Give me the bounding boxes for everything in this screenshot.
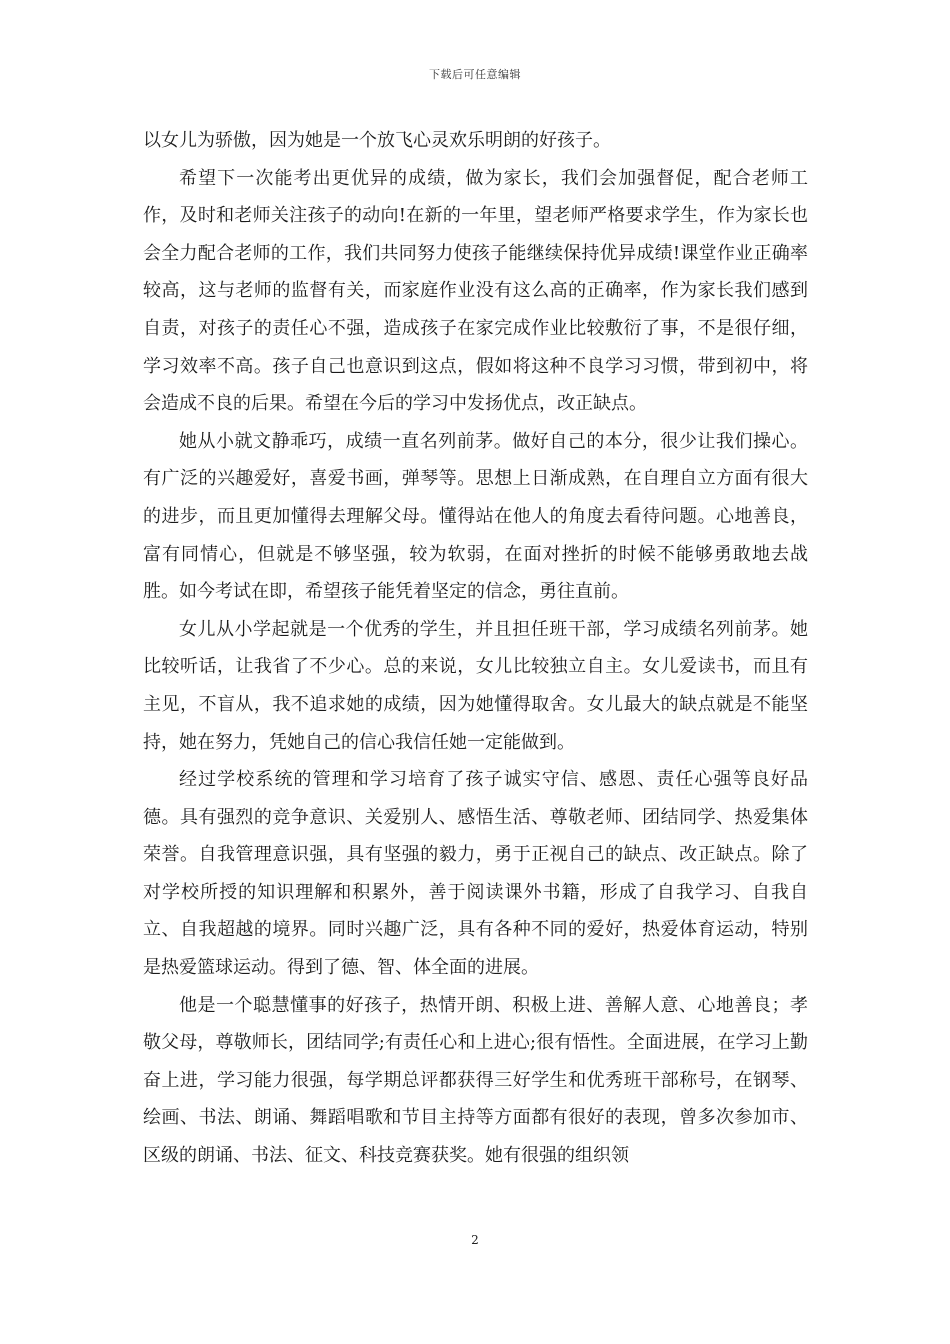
paragraph: 经过学校系统的管理和学习培育了孩子诚实守信、感恩、责任心强等良好品德。具有强烈的竞争意识、关爱别人、感悟生活、尊敬老师、团结同学、热爱集体荣誉。自我管理意识强，具有坚强的毅力，勇于正视自己的缺点、改正缺点。除了对学校所授的知识理解和积累外，善于阅读课外书籍，形成了自我学习、自我自立、自我超越的境界。同时兴趣广泛，具有各种不同的爱好，热爱体育运动，特别是热爱篮球运动。得到了德、智、体全面的进展。 [143, 769, 808, 979]
paragraph: 以女儿为骄傲，因为她是一个放飞心灵欢乐明朗的好孩子。 [143, 130, 611, 151]
page-header: 下载后可任意编辑 [429, 68, 521, 81]
paragraph: 希望下一次能考出更优异的成绩，做为家长，我们会加强督促，配合老师工作，及时和老师关注孩子的动向!在新的一年里，望老师严格要求学生，作为家长也会全力配合老师的工作，我们共同努力使孩子能继续保持优异成绩!课堂作业正确率较高，这与老师的监督有关，而家庭作业没有这么高的正确率，作为家长我们感到自责，对孩子的责任心不强，造成孩子在家完成作业比较敷衍了事，不是很仔细，学习效率不高。孩子自己也意识到这点，假如将这种不良学习习惯，带到初中，将会造成不良的后果。希望在今后的学习中发扬优点，改正缺点。 [143, 167, 808, 415]
paragraph: 她从小就文静乖巧，成绩一直名列前茅。做好自己的本分，很少让我们操心。有广泛的兴趣爱好，喜爱书画，弹琴等。思想上日渐成熟，在自理自立方面有很大的进步，而且更加懂得去理解父母。懂得站在他人的角度去看待问题。心地善良，富有同情心，但就是不够坚强，较为软弱，在面对挫折的时候不能够勇敢地去战胜。如今考试在即，希望孩子能凭着坚定的信念，勇往直前。 [143, 430, 808, 603]
paragraph: 女儿从小学起就是一个优秀的学生，并且担任班干部，学习成绩名列前茅。她比较听话，让我省了不少心。总的来说，女儿比较独立自主。女儿爱读书，而且有主见，不盲从，我不追求她的成绩，因为她懂得取舍。女儿最大的缺点就是不能坚持，她在努力，凭她自己的信心我信任她一定能做到。 [143, 618, 808, 753]
paragraph: 他是一个聪慧懂事的好孩子，热情开朗、积极上进、善解人意、心地善良；孝敬父母，尊敬师长，团结同学;有责任心和上进心;很有悟性。全面进展，在学习上勤奋上进，学习能力很强，每学期总评都获得三好学生和优秀班干部称号，在钢琴、绘画、书法、朗诵、舞蹈唱歌和节目主持等方面都有很好的表现，曾多次参加市、区级的朗诵、书法、征文、科技竞赛获奖。她有很强的组织领 [143, 994, 808, 1167]
document-body [143, 122, 808, 1175]
page-number: 2 [471, 1233, 479, 1247]
